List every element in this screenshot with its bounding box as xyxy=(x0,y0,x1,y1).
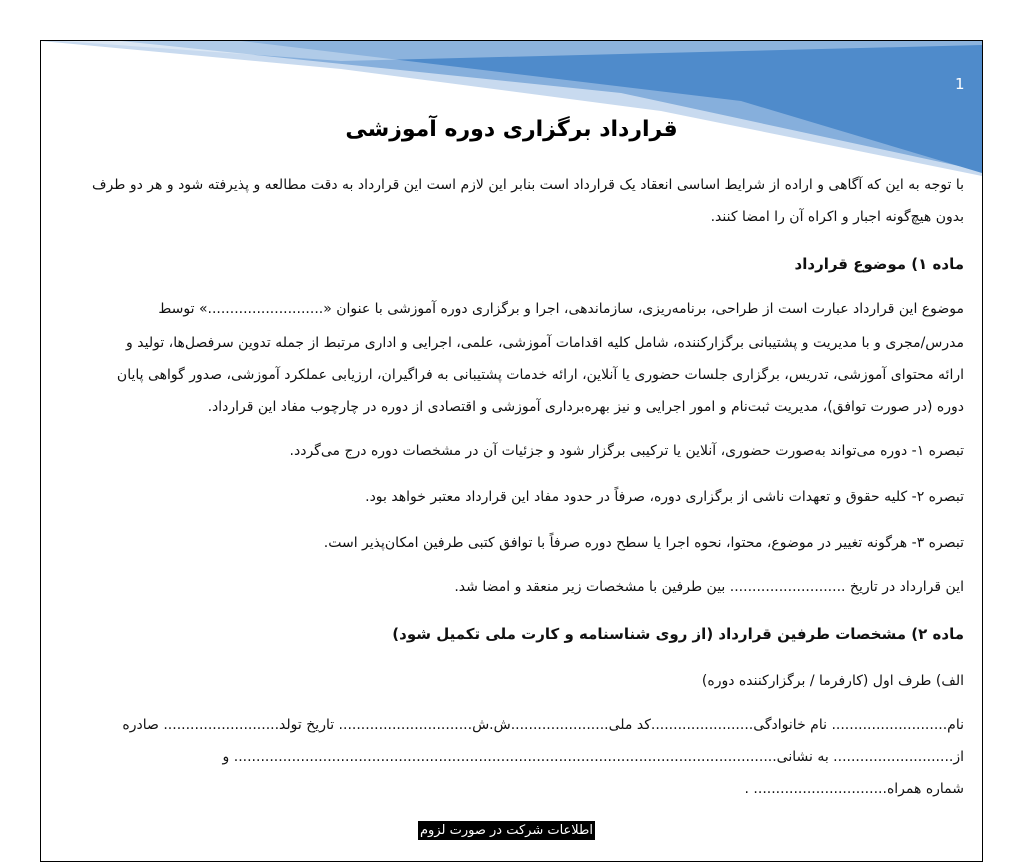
footer-company-info-label: اطلاعات شرکت در صورت لزوم xyxy=(420,823,594,838)
party-a-label: الف) طرف اول (کارفرما / برگزارکننده دوره) xyxy=(701,673,964,689)
intro-line-1: با توجه به این که آگاهی و اراده از شرایط اساسی انعقاد یک قرارداد است بنابر این لازم است این قرارداد به دقت مطالعه و پذیرفته شود و هر دو طرف xyxy=(92,177,964,193)
article-2-heading: ماده ۲) مشخصات طرفین قرارداد (از روی شناسنامه و کارت ملی تکمیل شود) xyxy=(392,625,964,643)
page-number: 1 xyxy=(955,75,965,93)
document-page xyxy=(40,40,983,862)
party-a-fields-line-2: از........................... به نشانی.......................................................................................................................... و xyxy=(222,749,964,765)
party-a-fields-line-1: نام.......................... نام خانوادگی.......................کد ملی......................ش.ش.............................. تاریخ تولد.......................... صادره xyxy=(122,717,964,733)
note-3: تبصره ۳- هرگونه تغییر در موضوع، محتوا، نحوه اجرا یا سطح دوره صرفاً با توافق کتبی طرفین امکان‌پذیر است. xyxy=(323,535,964,551)
contract-date-line: این قرارداد در تاریخ .......................... بین طرفین با مشخصات زیر منعقد و امضا شد. xyxy=(454,579,964,595)
header-banner-art xyxy=(41,41,982,181)
note-2: تبصره ۲- کلیه حقوق و تعهدات ناشی از برگزاری دوره، صرفاً در حدود مفاد این قرارداد معتبر خواهد بود. xyxy=(365,489,964,505)
document-title: قرارداد برگزاری دوره آموزشی xyxy=(345,117,678,142)
article-1-body-line-1: موضوع این قرارداد عبارت است از طراحی، برنامه‌ریزی، سازماندهی، اجرا و برگزاری دوره آموزشی با عنوان «..........................» توسط xyxy=(158,301,964,317)
intro-line-2: بدون هیچ‌گونه اجبار و اکراه آن را امضا کنند. xyxy=(710,209,964,225)
article-1-body-line-4: دوره (در صورت توافق)، مدیریت ثبت‌نام و امور اجرایی و نیز بهره‌برداری آموزشی و اقتصادی از دوره در چارچوب مفاد این قرارداد. xyxy=(207,399,964,415)
party-a-fields-line-3: شماره همراه.............................. . xyxy=(744,781,964,797)
article-1-heading: ماده ۱) موضوع قرارداد xyxy=(794,255,964,273)
note-1: تبصره ۱- دوره می‌تواند به‌صورت حضوری، آنلاین یا ترکیبی برگزار شود و جزئیات آن در مشخصات دوره درج می‌گردد. xyxy=(289,443,964,459)
article-1-body-line-3: ارائه محتوای آموزشی، تدریس، برگزاری جلسات حضوری یا آنلاین، ارائه خدمات پشتیبانی به فراگیران، ارزیابی عملکرد آموزشی، صدور گواهی پایان xyxy=(116,367,964,383)
article-1-body-line-2: مدرس/مجری و با مدیریت و پشتیبانی برگزارکننده، شامل کلیه اقدامات آموزشی، علمی، اجرایی و اداری مرتبط از جمله تدوین سرفصل‌ها، تولید و xyxy=(126,335,964,351)
